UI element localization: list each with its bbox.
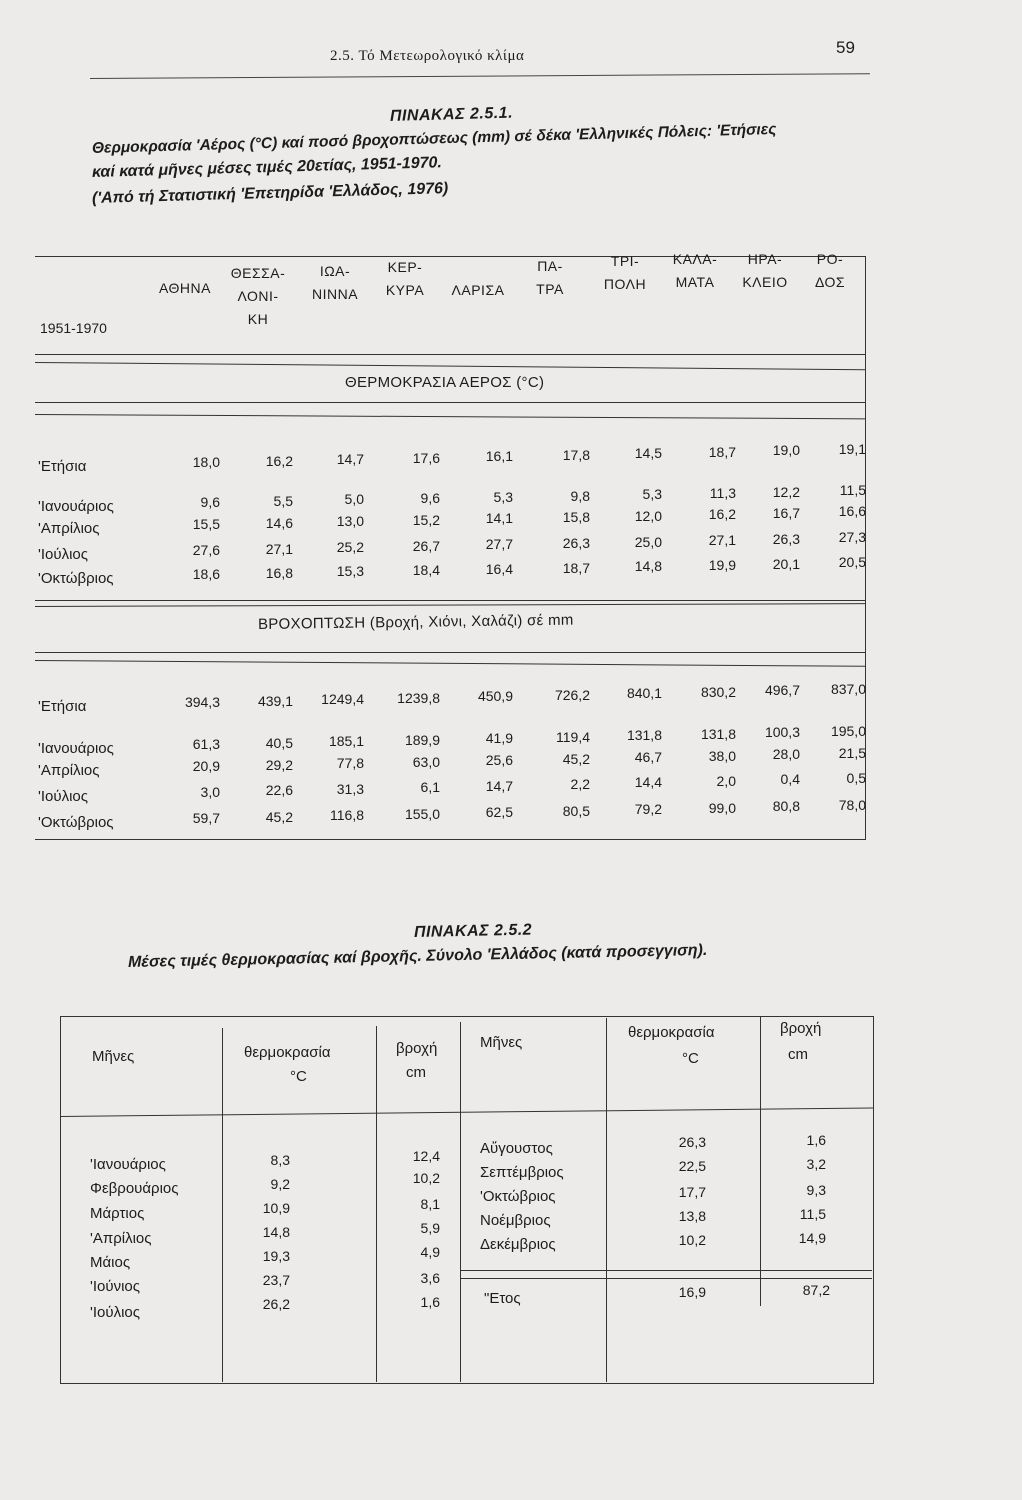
data-cell: 99,0 — [708, 799, 736, 816]
data-cell: 9,6 — [420, 490, 440, 507]
rain-value: 11,5 — [799, 1206, 826, 1222]
data-cell: 31,3 — [336, 780, 364, 797]
data-cell: 13,0 — [336, 513, 364, 530]
table2-year-rule — [460, 1278, 872, 1279]
data-cell: 9,8 — [570, 487, 590, 504]
month-label: 'Οκτώβριος — [480, 1188, 556, 1205]
data-cell: 26,7 — [412, 537, 440, 554]
data-cell: 9,6 — [200, 494, 220, 510]
data-cell: 840,1 — [626, 685, 662, 701]
data-cell: 5,5 — [273, 492, 293, 509]
data-cell: 14,5 — [634, 445, 662, 461]
rain-value: 14,9 — [798, 1230, 826, 1246]
data-cell: 80,8 — [772, 798, 800, 814]
data-cell: 0,4 — [780, 771, 800, 788]
data-cell: 11,5 — [839, 482, 866, 499]
data-cell: 25,6 — [485, 752, 513, 768]
data-cell: 116,8 — [330, 807, 364, 823]
data-cell: 20,1 — [772, 555, 800, 572]
data-cell: 15,5 — [192, 516, 220, 532]
data-cell: 16,7 — [772, 504, 800, 521]
temperature-value: 26,3 — [678, 1134, 706, 1150]
data-cell: 29,2 — [265, 756, 293, 773]
data-cell: 18,0 — [192, 454, 220, 470]
data-cell: 394,3 — [184, 694, 220, 710]
rain-value: 9,3 — [806, 1182, 826, 1198]
table2-header-rain-unit: cm — [406, 1064, 426, 1081]
rain-value: 3,6 — [420, 1270, 440, 1286]
month-label: Αὔγουστος — [480, 1140, 553, 1157]
data-cell: 26,3 — [772, 530, 800, 547]
data-cell: 15,3 — [336, 563, 364, 580]
data-cell: 20,9 — [192, 758, 220, 774]
year-row-label: "Ετος — [484, 1290, 521, 1307]
table2-header-temp: θερμοκρασία — [244, 1044, 331, 1061]
data-cell: 28,0 — [772, 746, 800, 762]
data-cell: 25,2 — [336, 539, 364, 556]
data-cell: 16,4 — [485, 560, 513, 577]
rain-value: 3,2 — [806, 1156, 826, 1172]
data-cell: 450,9 — [477, 688, 513, 704]
temperature-value: 8,3 — [270, 1152, 290, 1168]
month-label: 'Ιούλιος — [90, 1304, 140, 1321]
row-label: 'Απρίλιος — [38, 520, 100, 537]
row-label: 'Ιούλιος — [38, 546, 88, 563]
rain-value: 8,1 — [420, 1196, 440, 1212]
temperature-value: 10,9 — [262, 1200, 290, 1216]
table2-frame — [60, 1016, 874, 1384]
data-cell: 5,3 — [493, 488, 513, 505]
table1-divider — [35, 402, 866, 403]
data-cell: 25,0 — [634, 533, 662, 550]
data-cell: 119,4 — [556, 728, 590, 745]
table1-divider — [35, 354, 866, 355]
data-cell: 45,2 — [265, 808, 293, 825]
data-cell: 27,7 — [485, 536, 513, 553]
data-cell: 14,6 — [265, 514, 293, 531]
data-cell: 14,1 — [485, 510, 513, 527]
data-cell: 14,4 — [634, 774, 662, 791]
table1-caption-line1: Θερμοκρασία 'Αέρος (°C) καί ποσό βροχοπτώσεως (mm) σέ δέκα 'Ελληνικές Πόλεις: 'Ετήσιες — [91, 120, 777, 157]
table2-column-rule — [460, 1022, 461, 1382]
table2-caption: Μέσες τιμές θερμοκρασίας καί βροχῆς. Σύνολο 'Ελλάδος (κατά προσεγγιση). — [127, 941, 708, 971]
rain-value: 10,2 — [412, 1170, 440, 1186]
year-row-rain: 87,2 — [802, 1282, 830, 1298]
temperature-value: 26,2 — [262, 1296, 290, 1312]
table1-title: ΠΙΝΑΚΑΣ 2.5.1. — [389, 104, 514, 125]
data-cell: 14,7 — [336, 451, 364, 467]
city-header: ΙΩΑ- ΝΙΝΝΑ — [311, 263, 359, 302]
data-cell: 496,7 — [764, 682, 800, 698]
table2-column-rule — [376, 1026, 377, 1382]
data-cell: 5,3 — [642, 486, 662, 503]
data-cell: 726,2 — [554, 686, 590, 703]
data-cell: 27,1 — [708, 532, 736, 549]
row-label: 'Οκτώβριος — [38, 814, 114, 831]
city-header: ΤΡΙ- ΠΟΛΗ — [603, 253, 647, 292]
data-cell: 22,6 — [265, 782, 293, 799]
data-cell: 19,1 — [838, 440, 866, 457]
data-cell: 79,2 — [634, 801, 662, 817]
data-cell: 77,8 — [336, 755, 364, 771]
table2-title: ΠΙΝΑΚΑΣ 2.5.2 — [413, 921, 533, 941]
data-cell: 21,5 — [838, 744, 866, 761]
table2-column-rule — [222, 1028, 223, 1382]
precipitation-section-title: ΒΡΟΧΟΠΤΩΣΗ (Βροχή, Χιόνι, Χαλάζι) σέ mm — [257, 611, 574, 633]
data-cell: 12,2 — [772, 483, 800, 500]
data-cell: 17,8 — [562, 446, 590, 463]
period-label: 1951-1970 — [40, 320, 107, 336]
temperature-value: 23,7 — [262, 1272, 290, 1288]
data-cell: 100,3 — [764, 724, 800, 740]
data-cell: 62,5 — [485, 804, 513, 820]
data-cell: 830,2 — [700, 683, 736, 700]
data-cell: 45,2 — [562, 750, 590, 767]
temperature-value: 14,8 — [262, 1224, 290, 1240]
data-cell: 38,0 — [708, 747, 736, 764]
table2-header-rain: βροχή — [396, 1040, 438, 1057]
data-cell: 16,8 — [265, 564, 293, 581]
month-label: Μάιος — [90, 1254, 131, 1271]
data-cell: 837,0 — [830, 680, 866, 697]
table2-header-rain-right: βροχή — [780, 1020, 822, 1037]
city-header: ΘΕΣΣΑ- ΛΟΝΙ- ΚΗ — [230, 265, 286, 327]
row-label: 'Οκτώβριος — [38, 570, 114, 587]
rain-value: 1,6 — [806, 1132, 826, 1148]
month-label: 'Ιανουάριος — [90, 1156, 166, 1173]
data-cell: 78,0 — [838, 796, 866, 813]
data-cell: 80,5 — [562, 802, 590, 819]
data-cell: 16,1 — [485, 448, 513, 464]
row-label: 'Ετήσια — [38, 458, 87, 475]
table2-header-months: Μῆνες — [92, 1048, 135, 1065]
table2-header-temp-unit-right: °C — [682, 1050, 699, 1067]
data-cell: 185,1 — [328, 733, 364, 749]
city-header: ΠΑ- ΤΡΑ — [536, 258, 564, 297]
data-cell: 3,0 — [200, 784, 220, 800]
table2-column-rule — [606, 1018, 607, 1382]
data-cell: 20,5 — [838, 554, 866, 571]
table2-header-temp-unit: °C — [290, 1068, 307, 1085]
row-label: 'Απρίλιος — [38, 762, 100, 779]
city-header: ΡΟ- ΔΟΣ — [814, 251, 846, 290]
data-cell: 2,2 — [570, 776, 590, 792]
month-label: Νοέμβριος — [480, 1212, 551, 1229]
city-header: ΑΘΗΝΑ — [159, 280, 211, 296]
data-cell: 1249,4 — [321, 691, 364, 707]
city-header: ΛΑΡΙΣΑ — [451, 282, 505, 298]
temperature-value: 17,7 — [678, 1184, 706, 1200]
city-header: ΚΕΡ- ΚΥΡΑ — [385, 259, 425, 298]
table2-header-rain-unit-right: cm — [788, 1046, 808, 1063]
table2-header-temp-right: θερμοκρασία — [628, 1024, 715, 1041]
temperature-value: 13,8 — [678, 1208, 706, 1224]
table1-divider — [35, 652, 866, 653]
table2-column-rule — [760, 1016, 761, 1306]
table2-year-rule — [460, 1270, 872, 1271]
temperature-value: 9,2 — [270, 1176, 290, 1192]
data-cell: 439,1 — [257, 692, 293, 709]
data-cell: 5,0 — [344, 491, 364, 508]
rain-value: 1,6 — [420, 1294, 440, 1310]
data-cell: 195,0 — [830, 722, 866, 739]
row-label: 'Ετήσια — [38, 698, 87, 715]
month-label: Σεπτέμβριος — [480, 1164, 564, 1181]
data-cell: 155,0 — [404, 805, 440, 822]
rain-value: 12,4 — [412, 1148, 440, 1164]
month-label: Φεβρουάριος — [90, 1180, 179, 1197]
data-cell: 27,3 — [838, 529, 866, 546]
table1-caption-line3: ('Από τή Στατιστική 'Επετηρίδα 'Ελλάδος, 1976) — [91, 180, 449, 207]
data-cell: 40,5 — [265, 734, 293, 751]
city-header: ΚΑΛΑ- ΜΑΤΑ — [672, 251, 718, 290]
data-cell: 14,7 — [485, 777, 513, 794]
data-cell: 17,6 — [412, 449, 440, 466]
temperature-value: 22,5 — [678, 1158, 706, 1174]
rain-value: 4,9 — [420, 1244, 440, 1260]
data-cell: 46,7 — [634, 749, 662, 765]
data-cell: 18,6 — [192, 566, 220, 582]
data-cell: 15,2 — [412, 511, 440, 528]
data-cell: 16,2 — [708, 506, 736, 523]
data-cell: 59,7 — [192, 810, 220, 826]
data-cell: 16,6 — [838, 503, 866, 520]
page-number: 59 — [836, 38, 855, 57]
row-label: 'Ιούλιος — [38, 788, 88, 805]
data-cell: 16,2 — [265, 452, 293, 469]
data-cell: 18,7 — [708, 443, 736, 460]
rain-value: 5,9 — [420, 1220, 440, 1236]
month-label: Μάρτιος — [90, 1205, 145, 1222]
data-cell: 0,5 — [846, 769, 866, 786]
month-label: 'Απρίλιος — [90, 1230, 152, 1247]
data-cell: 131,8 — [700, 725, 736, 742]
data-cell: 41,9 — [485, 730, 513, 746]
year-row-temp: 16,9 — [678, 1284, 706, 1300]
month-label: 'Ιούνιος — [90, 1278, 140, 1295]
data-cell: 12,0 — [634, 507, 662, 524]
table1-divider — [35, 600, 866, 601]
data-cell: 63,0 — [412, 753, 440, 770]
data-cell: 61,3 — [192, 736, 220, 752]
data-cell: 27,1 — [265, 540, 293, 557]
data-cell: 15,8 — [562, 509, 590, 525]
table2-header-months-right: Μῆνες — [480, 1034, 523, 1051]
data-cell: 11,3 — [709, 484, 736, 501]
data-cell: 131,8 — [626, 727, 662, 743]
data-cell: 18,4 — [412, 562, 440, 579]
data-cell: 1239,8 — [397, 689, 440, 706]
temperature-section-title: ΘΕΡΜΟΚΡΑΣΙΑ ΑΕΡΟΣ (°C) — [345, 374, 545, 391]
data-cell: 19,9 — [708, 556, 736, 573]
temperature-value: 10,2 — [678, 1232, 706, 1248]
data-cell: 18,7 — [562, 559, 590, 576]
data-cell: 27,6 — [192, 542, 220, 558]
data-cell: 19,0 — [772, 442, 800, 458]
row-label: 'Ιανουάριος — [38, 498, 114, 515]
temperature-value: 19,3 — [262, 1248, 290, 1264]
month-label: Δεκέμβριος — [480, 1236, 556, 1253]
data-cell: 14,8 — [634, 558, 662, 575]
header-rule — [90, 73, 870, 79]
data-cell: 189,9 — [404, 731, 440, 748]
data-cell: 26,3 — [562, 535, 590, 551]
city-header: ΗΡΑ- ΚΛΕΙΟ — [742, 251, 788, 290]
running-title: 2.5. Τό Μετεωρολογικό κλίμα — [330, 48, 525, 64]
row-label: 'Ιανουάριος — [38, 740, 114, 757]
data-cell: 6,1 — [420, 779, 440, 796]
data-cell: 2,0 — [716, 772, 736, 789]
table1-caption-line2: καί κατά μῆνες μέσες τιμές 20ετίας, 1951-1970. — [91, 154, 443, 181]
